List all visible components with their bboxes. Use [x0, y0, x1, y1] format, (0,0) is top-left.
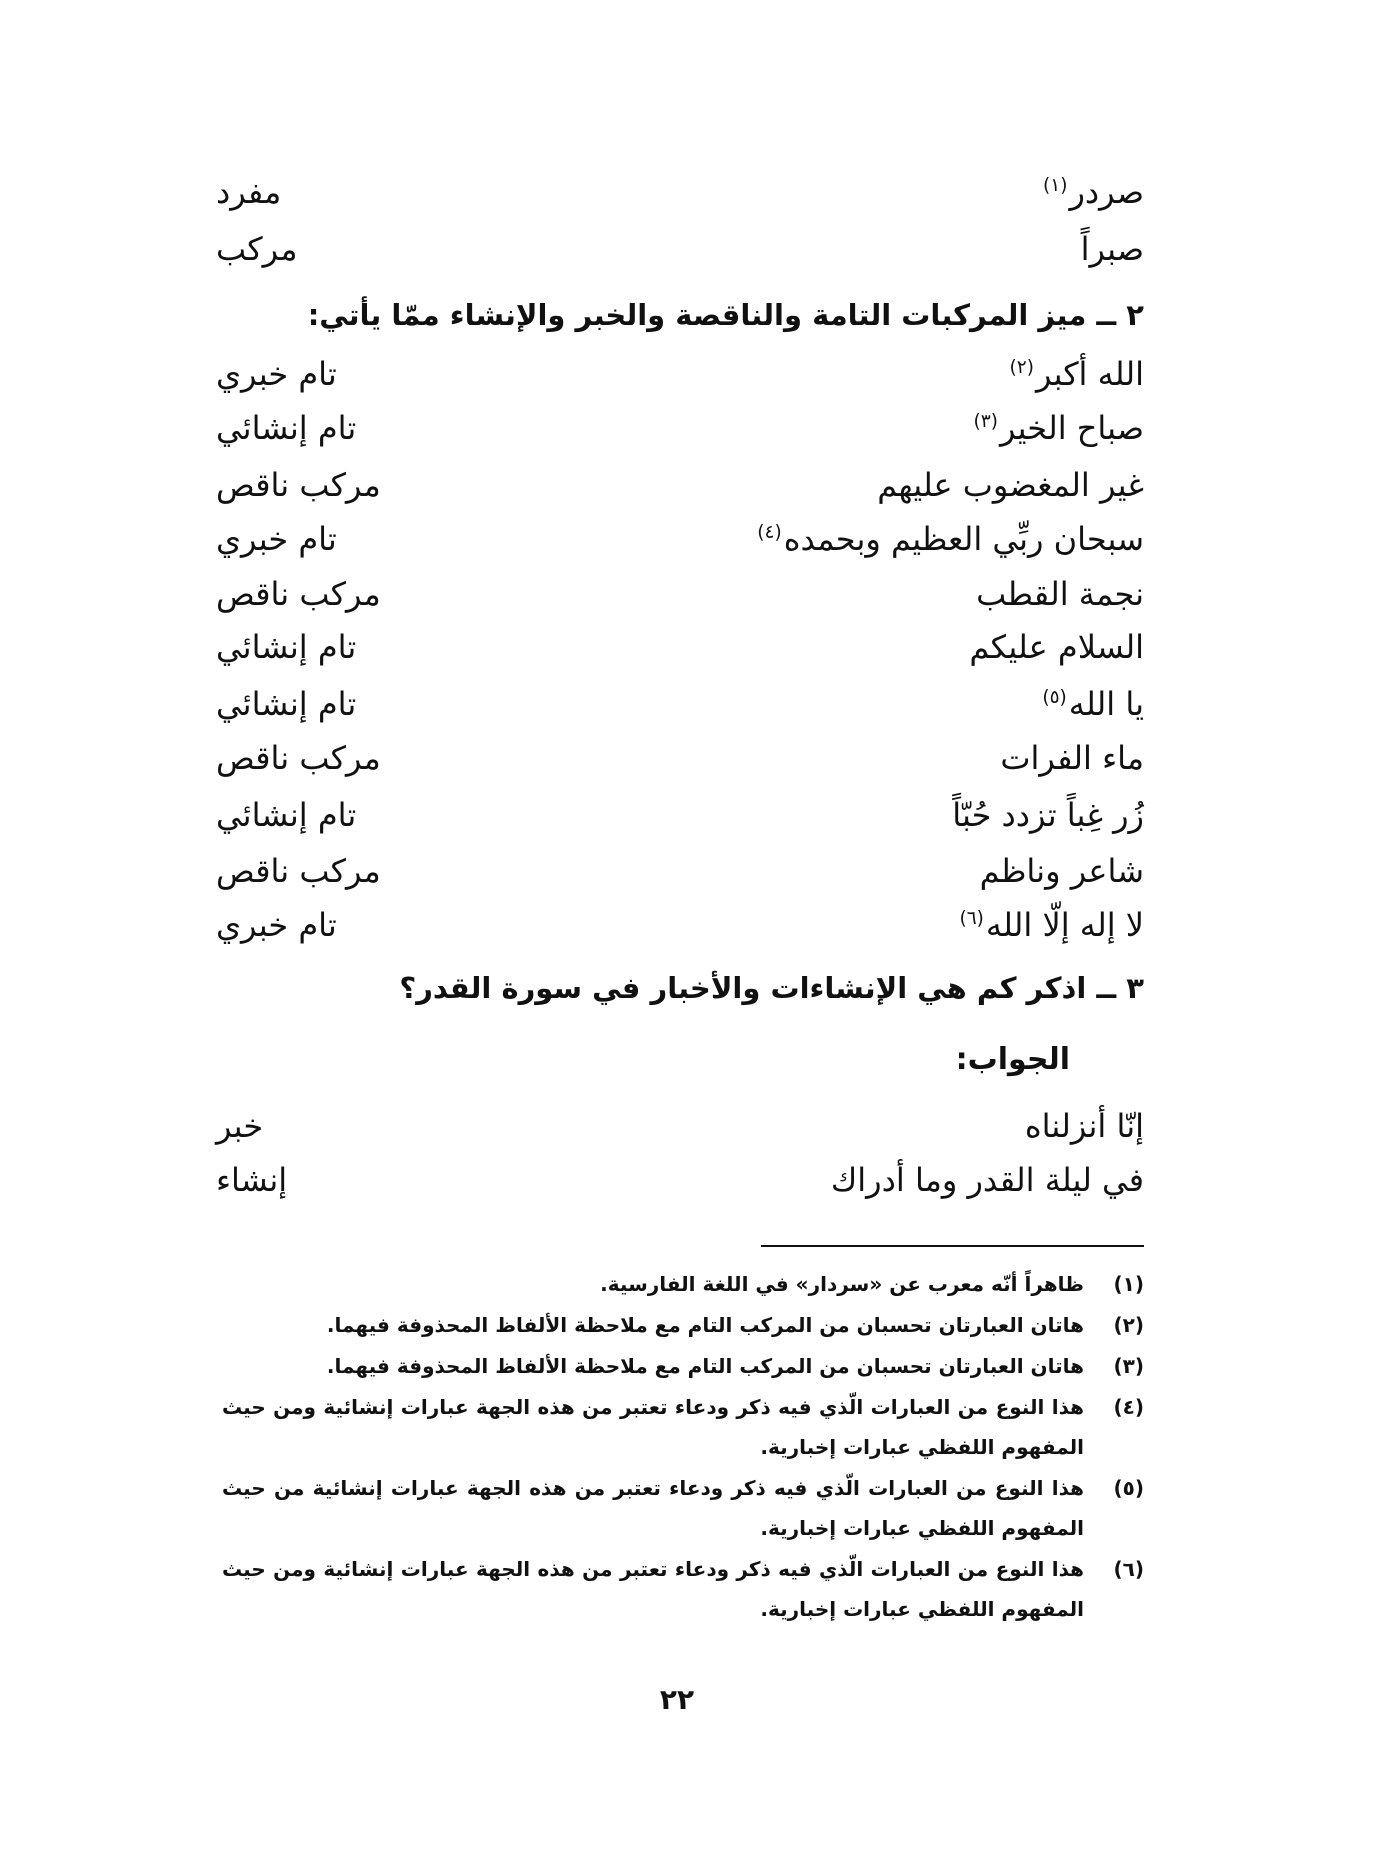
footnote-line: المفهوم اللفظي عبارات إخبارية.: [760, 1516, 1084, 1540]
item-label: مفرد: [216, 173, 282, 211]
item-label: مركب ناقص: [216, 739, 381, 777]
footnote-text: [222, 1346, 1084, 1386]
item-phrase: [1081, 224, 1144, 274]
item-phrase: [1042, 679, 1144, 729]
item-phrase: [952, 790, 1144, 840]
answer-type-label: إنشاء: [216, 1161, 288, 1199]
item-phrase: [1000, 733, 1144, 783]
footnote-number: (٢): [1113, 1313, 1144, 1337]
footnote-line: ظاهراً أنّه معرب عن «سردار» في اللغة الفارسية.: [600, 1272, 1084, 1296]
question-2-heading: ٢ ــ ميز المركبات التامة والناقصة والخبر والإنشاء ممّا يأتي:: [307, 298, 1144, 332]
phrase-text: الله أكبر: [1036, 355, 1144, 393]
footnote-number: (٥): [1113, 1476, 1144, 1500]
answer-phrase: إنّا أنزلناه: [1024, 1107, 1144, 1145]
item-label: تام خبري: [216, 906, 337, 944]
footnote-text: [222, 1305, 1084, 1345]
item-row: [216, 514, 1144, 564]
footnote-line: المفهوم اللفظي عبارات إخبارية.: [760, 1435, 1084, 1459]
answer-label: الجواب:: [955, 1042, 1070, 1077]
footnote: [222, 1305, 1144, 1345]
footnote-ref: (٢): [1009, 357, 1034, 379]
footnote-line: المفهوم اللفظي عبارات إخبارية.: [760, 1597, 1084, 1621]
footnote-ref: (٤): [757, 522, 782, 544]
footnote-text: [222, 1387, 1084, 1467]
phrase-text: لا إله إلّا الله: [985, 906, 1144, 944]
item-phrase: [980, 846, 1144, 896]
question-3-heading: ٣ ــ اذكر كم هي الإنشاءات والأخبار في سورة القدر؟: [399, 971, 1144, 1005]
footnote-number: (٤): [1113, 1395, 1144, 1419]
item-phrase: [877, 460, 1144, 510]
footnote: [222, 1264, 1144, 1304]
item-phrase: [1043, 167, 1144, 217]
footnote-line: هذا النوع من العبارات الّذي فيه ذكر ودعاء تعتبر من هذه الجهة عبارات إنشائية ومن حيث: [222, 1395, 1084, 1419]
footnote-text: [222, 1549, 1084, 1629]
item-label: تام إنشائي: [216, 685, 357, 723]
item-label: مركب ناقص: [216, 575, 381, 613]
footnote: [222, 1549, 1144, 1629]
phrase-text: صردر: [1069, 173, 1144, 211]
answer-row: [216, 1155, 1144, 1205]
phrase-text: صبراً: [1080, 230, 1144, 268]
footnote: [222, 1387, 1144, 1467]
phrase-text: ماء الفرات: [1000, 739, 1144, 777]
item-row: [216, 569, 1144, 619]
item-row: [216, 900, 1144, 950]
footnote: [222, 1468, 1144, 1548]
item-label: تام إنشائي: [216, 796, 357, 834]
answer-row: [216, 1101, 1144, 1151]
phrase-text: صباح الخير: [999, 409, 1144, 447]
item-phrase: [757, 514, 1144, 564]
item-phrase: [969, 622, 1144, 672]
footnote-number: (٣): [1113, 1354, 1144, 1378]
page-number: ٢٢: [659, 1683, 695, 1716]
item-row: [216, 790, 1144, 840]
item-label: مركب: [216, 230, 298, 268]
phrase-text: شاعر وناظم: [979, 852, 1144, 890]
phrase-text: يا الله: [1068, 685, 1144, 723]
footnote-line: هذا النوع من العبارات الّذي فيه ذكر ودعاء تعتبر من هذه الجهة عبارات إنشائية ومن حيث: [222, 1557, 1084, 1581]
item-label: تام خبري: [216, 355, 337, 393]
footnote-line: هاتان العبارتان تحسبان من المركب التام مع ملاحظة الألفاظ المحذوفة فيهما.: [326, 1354, 1084, 1378]
footnote-number: (١): [1113, 1272, 1144, 1296]
answer-phrase: في ليلة القدر وما أدراك: [830, 1161, 1144, 1199]
footnote-text: [222, 1468, 1084, 1548]
item-row: [216, 622, 1144, 672]
item-row: [216, 733, 1144, 783]
item-label: تام إنشائي: [216, 409, 357, 447]
phrase-text: السلام عليكم: [969, 628, 1144, 666]
item-row: [216, 167, 1144, 217]
footnotes: [222, 1264, 1144, 1630]
item-row: [216, 679, 1144, 729]
item-row: [216, 403, 1144, 453]
item-row: [216, 846, 1144, 896]
footnote-line: هاتان العبارتان تحسبان من المركب التام مع ملاحظة الألفاظ المحذوفة فيهما.: [326, 1313, 1084, 1337]
item-label: تام خبري: [216, 520, 337, 558]
answer-type-label: خبر: [216, 1107, 264, 1145]
item-label: مركب ناقص: [216, 466, 381, 504]
item-row: [216, 224, 1144, 274]
footnote-number: (٦): [1113, 1557, 1144, 1581]
item-phrase: [1010, 349, 1144, 399]
phrase-text: سبحان ربِّي العظيم وبحمده: [783, 520, 1144, 558]
item-row: [216, 349, 1144, 399]
footnote-ref: (٣): [973, 411, 998, 433]
footnote: [222, 1346, 1144, 1386]
footnote-ref: (٥): [1042, 687, 1067, 709]
phrase-text: غير المغضوب عليهم: [877, 466, 1144, 504]
footnote-separator: [761, 1245, 1144, 1247]
footnote-ref: (١): [1043, 175, 1068, 197]
item-phrase: [959, 900, 1144, 950]
item-label: تام إنشائي: [216, 628, 357, 666]
item-row: [216, 460, 1144, 510]
item-label: مركب ناقص: [216, 852, 381, 890]
item-phrase: [974, 403, 1144, 453]
footnote-ref: (٦): [959, 908, 984, 930]
footnote-text: [222, 1264, 1084, 1304]
phrase-text: زُر غِباً تزدد حُبّاً: [952, 796, 1144, 834]
phrase-text: نجمة القطب: [976, 575, 1144, 613]
footnote-line: هذا النوع من العبارات الّذي فيه ذكر ودعاء تعتبر من هذه الجهة عبارات إنشائية من حيث: [222, 1476, 1084, 1500]
item-phrase: [976, 569, 1144, 619]
